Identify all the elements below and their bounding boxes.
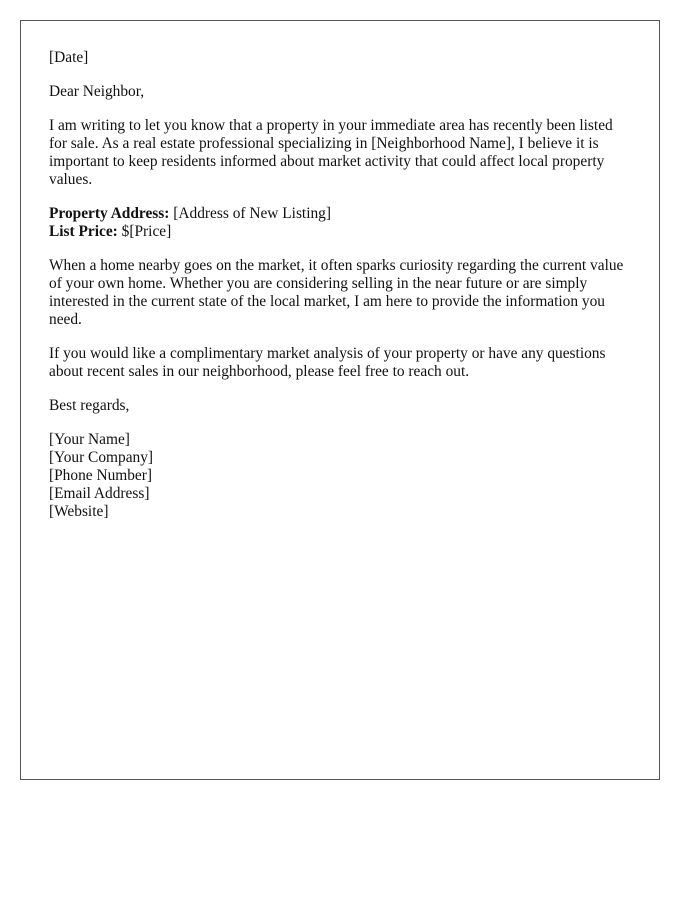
- list-price-value: $[Price]: [121, 223, 172, 240]
- listing-details: [49, 205, 631, 241]
- signature-website: [Website]: [49, 503, 109, 520]
- signature-name: [Your Name]: [49, 431, 130, 448]
- signature-email: [Email Address]: [49, 485, 150, 502]
- signature-phone: [Phone Number]: [49, 467, 153, 484]
- signature-block: [49, 431, 631, 521]
- letter-paragraph-intro: I am writing to let you know that a property in your immediate area has recently been listed for sale. As a real estate professional specializing in [Neighborhood Name], I believe it is important to keep residents informed about market activity that could affect local property values.: [49, 117, 613, 188]
- letter-frame: [20, 20, 660, 780]
- property-address-value: [Address of New Listing]: [173, 205, 332, 222]
- letter-paragraph-market: When a home nearby goes on the market, it often sparks curiosity regarding the current value of your own home. Whether you are considering selling in the near future or are simply interested in the current state of the local market, I am here to provide the information you need.: [49, 257, 624, 328]
- letter-salutation: Dear Neighbor,: [49, 83, 145, 100]
- property-address-label: Property Address:: [49, 205, 170, 222]
- letter-paragraph-offer: If you would like a complimentary market analysis of your property or have any questions about recent sales in our neighborhood, please feel free to reach out.: [49, 345, 606, 380]
- letter-date: [Date]: [49, 49, 89, 66]
- letter-closing: Best regards,: [49, 397, 130, 414]
- list-price-label: List Price:: [49, 223, 118, 240]
- property-address-line: [49, 205, 631, 223]
- list-price-line: [49, 223, 631, 241]
- signature-company: [Your Company]: [49, 449, 154, 466]
